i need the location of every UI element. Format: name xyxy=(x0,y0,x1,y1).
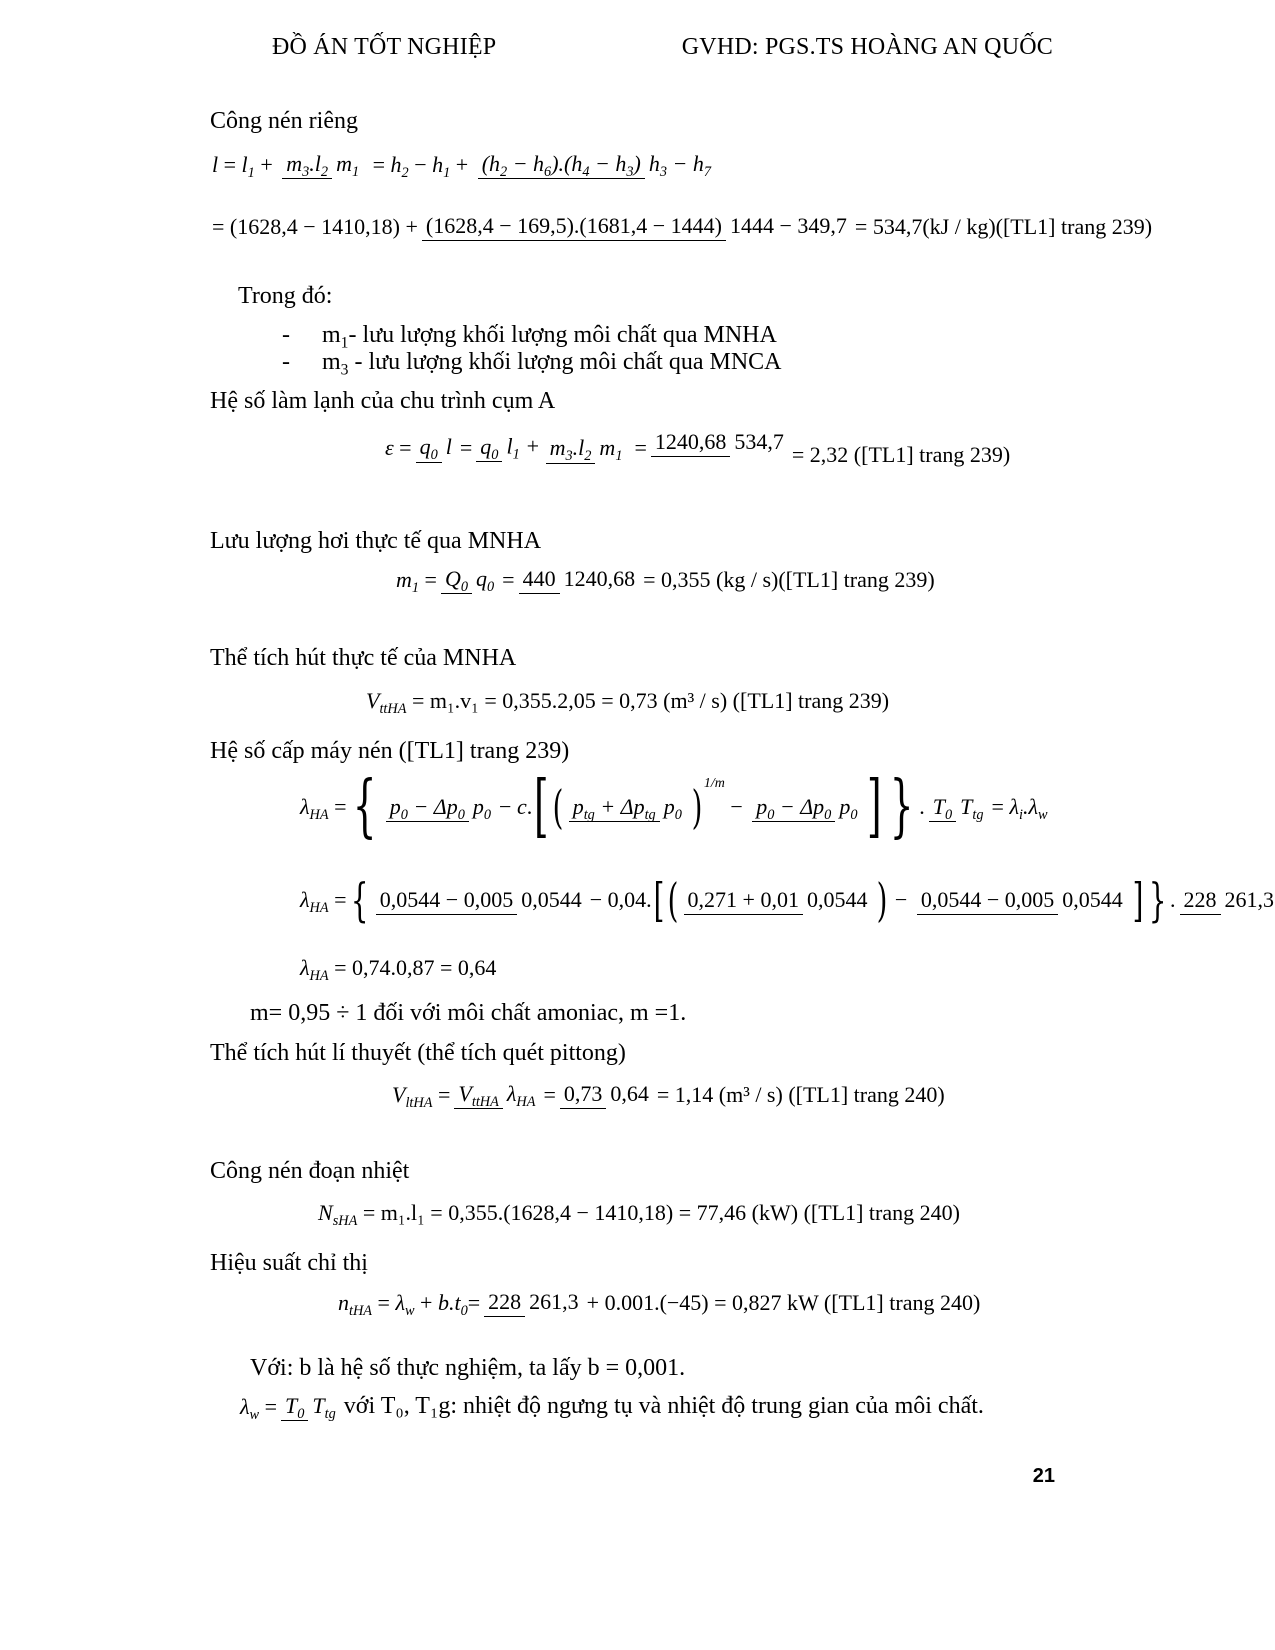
equation-suction-volume: $V_{ttHA}$ = m₁.v₁ = 0,355.2,05 = 0,73 (m³ / s) ([TL1] trang 239) xyxy=(366,688,890,717)
equation-lambda-result: $\lambda_{HA}$ = 0,74.0,87 = 0,64 xyxy=(300,955,497,984)
equation-indicated-efficiency: $n_{tHA}$ = $\lambda_w$ + $b.t_0$ = 228 261,3 + 0.001.(−45) = 0,827 kW ([TL1] trang 240) xyxy=(338,1289,981,1319)
equation-cop: ε = $q_0$ l = $q_0$ $l_1 + m_3.l_2$ $m_1$ = 1240,68 534,7 = 2,32 ([TL1] trang 239) xyxy=(385,429,1011,467)
header-right: GVHD: PGS.TS HOÀNG AN QUỐC xyxy=(681,34,1053,60)
heading-he-so-cap: Hệ số cấp máy nén ([TL1] trang 239) xyxy=(210,738,570,764)
equation-adiabatic-power: $N_{sHA}$ = m₁.l₁ = 0,355.(1628,4 − 1410,18) = 77,46 (kW) ([TL1] trang 240) xyxy=(318,1200,960,1229)
label-trong-do: Trong đó: xyxy=(238,283,333,309)
equation-theoretical-volume: $V_{ltHA}$ = $V_{ttHA}$ $\lambda_{HA}$ = 0,73 0,64 = 1,14 (m³ / s) ([TL1] trang 240) xyxy=(392,1081,945,1111)
bullet-m1: - $m_1-$ lưu lượng khối lượng môi chất qua MNHA xyxy=(282,322,777,352)
heading-luu-luong-hoi: Lưu lượng hơi thực tế qua MNHA xyxy=(210,528,542,554)
heading-the-tich-li-thuyet: Thể tích hút lí thuyết (thể tích quét pittong) xyxy=(210,1040,626,1066)
heading-the-tich-hut: Thể tích hút thực tế của MNHA xyxy=(210,645,517,671)
equation-lambda-values: $\lambda_{HA}$ = { 0,0544 − 0,005 0,0544 − 0,04. [ ( 0,271 + 0,01 0,0544 ) − 0,0544 − 0,005 0,0544 ] } . 228 261,3 xyxy=(300,873,1274,927)
page-number: 21 xyxy=(1032,1465,1055,1487)
equation-specific-work-values: = (1628,4 − 1410,18) + (1628,4 − 169,5).(1681,4 − 1444) 1444 − 349,7 = 534,7(kJ / kg)([TL1] trang 239) xyxy=(212,212,1152,241)
header-left: ĐỒ ÁN TỐT NGHIỆP xyxy=(272,34,497,60)
heading-cong-nen-rieng: Công nén riêng xyxy=(210,108,358,134)
note-m-value: m= 0,95 ÷ 1 đối với môi chất amoniac, m =1. xyxy=(250,1000,687,1026)
heading-cong-nen-doan-nhiet: Công nén đoạn nhiệt xyxy=(210,1158,410,1184)
equation-mass-flow: $m_1$ = $Q_0$ $q_0$ = 440 1240,68 = 0,355 (kg / s)([TL1] trang 239) xyxy=(396,566,935,596)
equation-specific-work: l = $l_1$ + $m_3.l_2$ $m_1$ = $h_2$ − $h_1$ + $(h_2 - h_6).(h_4 - h_3) h_3 - h_7$ xyxy=(212,151,712,181)
heading-he-so-lam-lanh: Hệ số làm lạnh của chu trình cụm A xyxy=(210,388,556,414)
note-b-coefficient: Với: b là hệ số thực nghiệm, ta lấy b = 0,001. xyxy=(250,1355,686,1381)
heading-hieu-suat: Hiệu suất chỉ thị xyxy=(210,1250,368,1276)
lambda-w-note: với T₀, T₁g: nhiệt độ ngưng tụ và nhiệt độ trung gian của môi chất. xyxy=(343,1393,984,1420)
bullet-m3: - $m_3$ - lưu lượng khối lượng môi chất qua MNCA xyxy=(282,349,782,379)
equation-lambda-w: $\lambda_w$ = $T_0$ $T_{tg}$ với T₀, T₁g: nhiệt độ ngưng tụ và nhiệt độ trung gian của môi chất. xyxy=(240,1393,984,1423)
equation-lambda-general: $\lambda_{HA}$ = { $p_0 - \Delta p_0$ $p_0$ − c . [ ( $p_{tg} + \Delta p_{tg}$ $p_0$ ) 1/m − $p_0 - \Delta p_0$ $p_0$ ] } . $T_0$ $T_{tg}$ = $\lambda_i.\lambda_w$ xyxy=(300,767,1048,846)
